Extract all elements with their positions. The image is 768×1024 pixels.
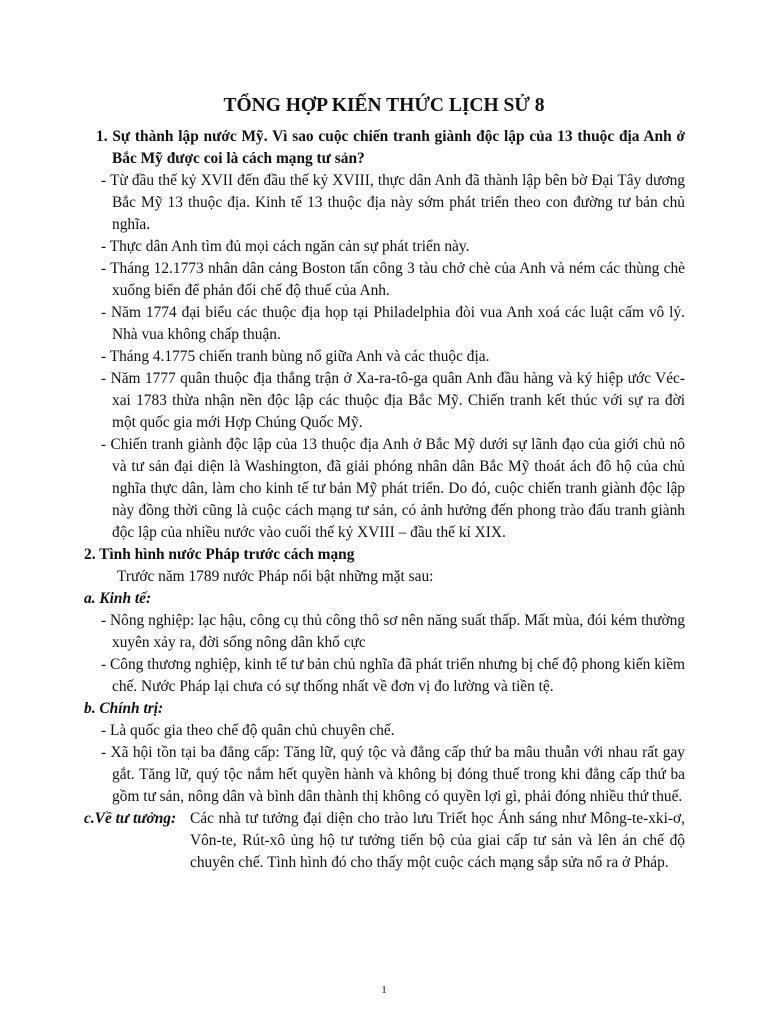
- section-1-bullet: - Tháng 4.1775 chiến tranh bùng nổ giữa Anh và các thuộc địa.: [101, 348, 490, 365]
- section-1-bullet: - Chiến tranh giành độc lập của 13 thuộc địa Anh ở Bắc Mỹ dưới sự lãnh đạo của giới chủ nô và tư sản đại diện là Washington, đã giải phóng nhân dân Bắc Mỹ thoát ách đô hộ của chủ nghĩa thực dân, làm cho kinh tế tư bản Mỹ phát triển. Do đó, cuộc chiến tranh giành độc lập này đồng thời cũng là cuộc cách mạng tư sản, có ảnh hưởng đến phong trào đấu tranh giành độc lập của nhiều nước vào cuối thế kỷ XVIII – đầu thế kỉ XIX.: [101, 436, 685, 541]
- subsection-b-bullet: - Xã hội tồn tại ba đẳng cấp: Tăng lữ, quý tộc và đẳng cấp thứ ba mâu thuẫn với nhau rất gay gắt. Tăng lữ, quý tộc nắm hết quyền hành và không bị đóng thuế trong khi đẳng cấp thứ ba gồm tư sản, nông dân và bình dân thành thị không có quyền lợi gì, phải đóng nhiều thứ thuế.: [101, 744, 685, 805]
- subsection-c-text: Các nhà tư tưởng đại diện cho trào lưu Triết học Ánh sáng như Mông-te-xki-ơ, Vôn-te, Rút-xô ủng hộ tư tưởng tiến bộ của giai cấp tư sản và lên án chế độ chuyên chế. Tình hình đó cho thấy một cuộc cách mạng sắp sửa nổ ra ở Pháp.: [190, 810, 685, 871]
- subsection-c: [84, 808, 685, 874]
- subsection-b-bullet: - Là quốc gia theo chế độ quân chủ chuyên chế.: [101, 722, 395, 739]
- section-1-bullet: - Năm 1774 đại biểu các thuộc địa họp tại Philadelphia đòi vua Anh xoá các luật cấm vô lý. Nhà vua không chấp thuận.: [101, 304, 685, 343]
- section-2-heading: 2. Tình hình nước Pháp trước cách mạng: [84, 546, 355, 563]
- subsection-b-label: b. Chính trị:: [84, 700, 164, 717]
- section-1-heading: 1. Sự thành lập nước Mỹ. Vì sao cuộc chiến tranh giành độc lập của 13 thuộc địa Anh ở Bắc Mỹ được coi là cách mạng tư sản?: [96, 128, 685, 167]
- subsection-a-bullet: - Nông nghiệp: lạc hậu, công cụ thủ công thô sơ nên năng suất thấp. Mất mùa, đói kém thường xuyên xảy ra, đời sống nông dân khổ cực: [101, 612, 685, 651]
- section-1-bullet: - Tháng 12.1773 nhân dân cảng Boston tấn công 3 tàu chở chè của Anh và ném các thùng chè xuống biển để phản đối chế độ thuế của Anh.: [101, 260, 685, 299]
- section-1-bullet: - Thực dân Anh tìm đủ mọi cách ngăn cản sự phát triển này.: [101, 238, 470, 255]
- page-number: 1: [381, 984, 387, 996]
- section-1-bullet: - Năm 1777 quân thuộc địa thắng trận ở Xa-ra-tô-ga quân Anh đầu hàng và ký hiệp ước Véc-xai 1783 thừa nhận nền độc lập các thuộc địa Bắc Mỹ. Chiến tranh kết thúc với sự ra đời một quốc gia mới Hợp Chúng Quốc Mỹ.: [101, 370, 685, 431]
- subsection-a-bullet: - Công thương nghiệp, kinh tế tư bản chủ nghĩa đã phát triển nhưng bị chế độ phong kiến kiềm chế. Nước Pháp lại chưa có sự thống nhất về đơn vị đo lường và tiền tệ.: [101, 656, 685, 695]
- subsection-c-label: c.Về tư tưởng:: [84, 810, 177, 827]
- document-title: TỔNG HỢP KIẾN THỨC LỊCH SỬ 8: [223, 95, 545, 116]
- subsection-a-label: a. Kinh tế:: [84, 590, 152, 607]
- section-1-bullet: - Từ đầu thế kỷ XVII đến đầu thế kỷ XVIII, thực dân Anh đã thành lập bên bờ Đại Tây dương Bắc Mỹ 13 thuộc địa. Kinh tế 13 thuộc địa này sớm phát triển theo con đường tư bản chủ nghĩa.: [101, 172, 685, 233]
- document-body: [84, 126, 685, 874]
- section-2-intro: Trước năm 1789 nước Pháp nổi bật những mặt sau:: [117, 568, 434, 585]
